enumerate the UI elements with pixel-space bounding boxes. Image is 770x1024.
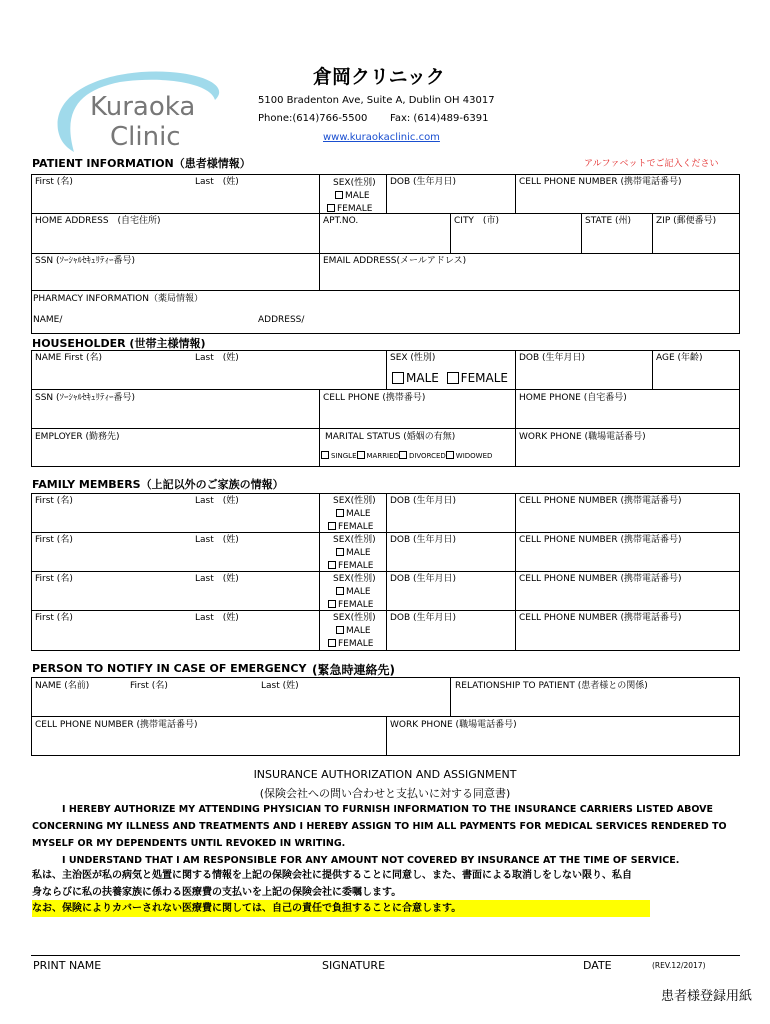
clinic-fax: Fax: (614)489-6391 [390, 113, 489, 124]
family-sex-label: SEX(性別) [333, 613, 376, 623]
householder-sex-options [392, 371, 508, 385]
insurance-jp2: 身ならびに私の扶養家族に係わる医療費の支払いを上記の保険会社に委嘱します。 [32, 887, 402, 898]
family-cell-label: CELL PHONE NUMBER (携帯電話番号) [519, 496, 682, 506]
family-male-label: MALE [346, 548, 371, 558]
divorced-checkbox[interactable] [399, 451, 407, 459]
patient-sex-label: SEX(性別) [333, 178, 376, 188]
family-male-label: MALE [346, 509, 371, 519]
patient-first-label: First (名) [35, 177, 73, 187]
insurance-title: INSURANCE AUTHORIZATION AND ASSIGNMENT [253, 768, 517, 781]
family-sex-group [332, 573, 376, 612]
family-dob-label: DOB (生年月日) [390, 613, 457, 623]
householder-section-title: HOUSEHOLDER (世帯主様情報) [32, 337, 206, 350]
householder-dob-label: DOB (生年月日) [519, 353, 586, 363]
householder-cell-label: CELL PHONE (携帯番号) [323, 393, 426, 403]
family-sex-group [332, 612, 376, 651]
insurance-line1: I HEREBY AUTHORIZE MY ATTENDING PHYSICIAN TO FURNISH INFORMATION TO THE INSURANCE CARRIERS LISTED ABOVE [62, 804, 714, 815]
patient-ssn-label: SSN (ｿｰｼｬﾙｾｷｭﾘﾃｨｰ番号) [35, 256, 136, 266]
householder-ssn-label: SSN (ｿｰｼｬﾙｾｷｭﾘﾃｨｰ番号) [35, 393, 136, 403]
insurance-jp1: 私は、主治医が私の病気と処置に関する情報を上記の保険会社に提供することに同意し、また、書面による取消しをしない限り、私自 [32, 870, 632, 881]
householder-employer-label: EMPLOYER (勤務先) [35, 432, 120, 442]
insurance-line2: CONCERNING MY ILLNESS AND TREATMENTS AND I HEREBY ASSIGN TO HIM ALL PAYMENTS FOR MEDICAL SERVICES RENDERED TO [32, 821, 727, 832]
emergency-cell-label: CELL PHONE NUMBER (携帯電話番号) [35, 720, 198, 730]
widowed-checkbox[interactable] [446, 451, 454, 459]
pharmacy-info-label: PHARMACY INFORMATION（薬局情報） [33, 294, 203, 304]
logo-text-line1: Kuraoka [90, 92, 196, 122]
patient-email-label: EMAIL ADDRESS(メールアドレス) [323, 256, 467, 266]
married-checkbox[interactable] [357, 451, 365, 459]
family-dob-label: DOB (生年月日) [390, 496, 457, 506]
married-label: MARRIED [366, 452, 399, 460]
single-checkbox[interactable] [321, 451, 329, 459]
householder-marital-label: MARITAL STATUS (婚姻の有無) [325, 432, 456, 442]
emergency-first-label: First (名) [130, 681, 168, 691]
patient-female-checkbox[interactable] [327, 204, 335, 212]
householder-work-phone-label: WORK PHONE (職場電話番号) [519, 432, 646, 442]
insurance-line4: I UNDERSTAND THAT I AM RESPONSIBLE FOR ANY AMOUNT NOT COVERED BY INSURANCE AT THE TIME OF SERVICE. [62, 855, 680, 866]
family-last-label: Last (姓) [195, 535, 239, 545]
family-sex-label: SEX(性別) [333, 574, 376, 584]
emergency-section-title: PERSON TO NOTIFY IN CASE OF EMERGENCY [32, 662, 307, 675]
family-female-label: FEMALE [338, 639, 374, 649]
emergency-name-label: NAME (名前) [35, 681, 90, 691]
clinic-phone: Phone:(614)766-5500 [258, 113, 368, 124]
family-female-checkbox[interactable] [328, 522, 336, 530]
single-label: SINGLE [331, 452, 357, 460]
householder-male-checkbox[interactable] [392, 372, 404, 384]
family-male-label: MALE [346, 626, 371, 636]
family-female-checkbox[interactable] [328, 561, 336, 569]
date-label: DATE [583, 959, 612, 972]
clinic-logo [50, 60, 230, 160]
family-male-checkbox[interactable] [336, 587, 344, 595]
patient-apt-label: APT.NO. [323, 216, 359, 226]
family-first-label: First (名) [35, 535, 73, 545]
family-sex-label: SEX(性別) [333, 535, 376, 545]
family-cell-label: CELL PHONE NUMBER (携帯電話番号) [519, 574, 682, 584]
signature-label: SIGNATURE [322, 959, 386, 972]
revision-label: (REV.12/2017) [652, 961, 706, 970]
alphabet-notice: アルファベットでご記入ください [584, 159, 719, 169]
family-cell-label: CELL PHONE NUMBER (携帯電話番号) [519, 535, 682, 545]
form-title: 患者様登録用紙 [661, 989, 753, 1004]
insurance-line3: MYSELF OR MY DEPENDENTS UNTIL REVOKED IN WRITING. [32, 838, 346, 849]
print-name-label: PRINT NAME [33, 959, 102, 972]
householder-female-label: FEMALE [460, 371, 508, 385]
family-female-label: FEMALE [338, 522, 374, 532]
householder-last-label: Last (姓) [195, 353, 239, 363]
patient-state-label: STATE (州) [585, 216, 632, 226]
emergency-work-phone-label: WORK PHONE (職場電話番号) [390, 720, 517, 730]
family-female-checkbox[interactable] [328, 600, 336, 608]
householder-home-phone-label: HOME PHONE (自宅番号) [519, 393, 627, 403]
patient-female-label: FEMALE [337, 204, 373, 214]
householder-first-label: NAME First (名) [35, 353, 103, 363]
family-section-title: FAMILY MEMBERS（上記以外のご家族の情報） [32, 478, 284, 491]
family-female-checkbox[interactable] [328, 639, 336, 647]
family-cell-label: CELL PHONE NUMBER (携帯電話番号) [519, 613, 682, 623]
patient-dob-label: DOB (生年月日) [390, 177, 457, 187]
insurance-subtitle: (保険会社への問い合わせと支払いに対する同意書) [259, 787, 511, 800]
divorced-label: DIVORCED [408, 452, 446, 460]
signature-line [31, 955, 740, 956]
family-first-label: First (名) [35, 574, 73, 584]
family-sex-group [332, 534, 376, 573]
clinic-address: 5100 Bradenton Ave, Suite A, Dublin OH 43017 [258, 95, 495, 106]
family-sex-group [332, 495, 376, 534]
family-male-label: MALE [346, 587, 371, 597]
clinic-website-link[interactable]: www.kuraokaclinic.com [323, 132, 440, 143]
householder-female-checkbox[interactable] [447, 372, 459, 384]
family-male-checkbox[interactable] [336, 509, 344, 517]
clinic-name: 倉岡クリニック [313, 66, 445, 88]
family-male-checkbox[interactable] [336, 626, 344, 634]
family-female-label: FEMALE [338, 561, 374, 571]
patient-zip-label: ZIP (郵便番号) [656, 216, 717, 226]
patient-cell-label: CELL PHONE NUMBER (携帯電話番号) [519, 177, 682, 187]
patient-city-label: CITY (市) [454, 216, 499, 226]
family-female-label: FEMALE [338, 600, 374, 610]
insurance-jp3-highlighted: なお、保険によりカバーされない医療費に関しては、自己の責任で負担することに合意します。 [32, 900, 650, 917]
householder-male-label: MALE [406, 371, 439, 385]
patient-male-label: MALE [345, 191, 370, 201]
pharmacy-name-label: NAME/ [33, 315, 63, 325]
patient-section-title: PATIENT INFORMATION（患者様情報） [32, 157, 251, 170]
family-male-checkbox[interactable] [336, 548, 344, 556]
family-dob-label: DOB (生年月日) [390, 535, 457, 545]
family-dob-label: DOB (生年月日) [390, 574, 457, 584]
patient-male-checkbox[interactable] [335, 191, 343, 199]
emergency-last-label: Last (姓) [261, 681, 299, 691]
family-sex-label: SEX(性別) [333, 496, 376, 506]
householder-sex-label: SEX (性別) [390, 353, 436, 363]
family-last-label: Last (姓) [195, 574, 239, 584]
family-last-label: Last (姓) [195, 613, 239, 623]
emergency-relationship-label: RELATIONSHIP TO PATIENT (患者様との関係) [455, 681, 648, 691]
family-first-label: First (名) [35, 613, 73, 623]
family-first-label: First (名) [35, 496, 73, 506]
patient-sex-group [330, 177, 376, 216]
pharmacy-address-label: ADDRESS/ [258, 315, 305, 325]
patient-home-address-label: HOME ADDRESS (自宅住所) [35, 216, 161, 226]
logo-text-line2: Clinic [110, 122, 181, 152]
marital-options [321, 451, 492, 460]
householder-age-label: AGE (年齢) [656, 353, 703, 363]
widowed-label: WIDOWED [455, 452, 493, 460]
emergency-section-title-jp: (緊急時連絡先) [312, 663, 395, 677]
family-last-label: Last (姓) [195, 496, 239, 506]
patient-last-label: Last (姓) [195, 177, 239, 187]
